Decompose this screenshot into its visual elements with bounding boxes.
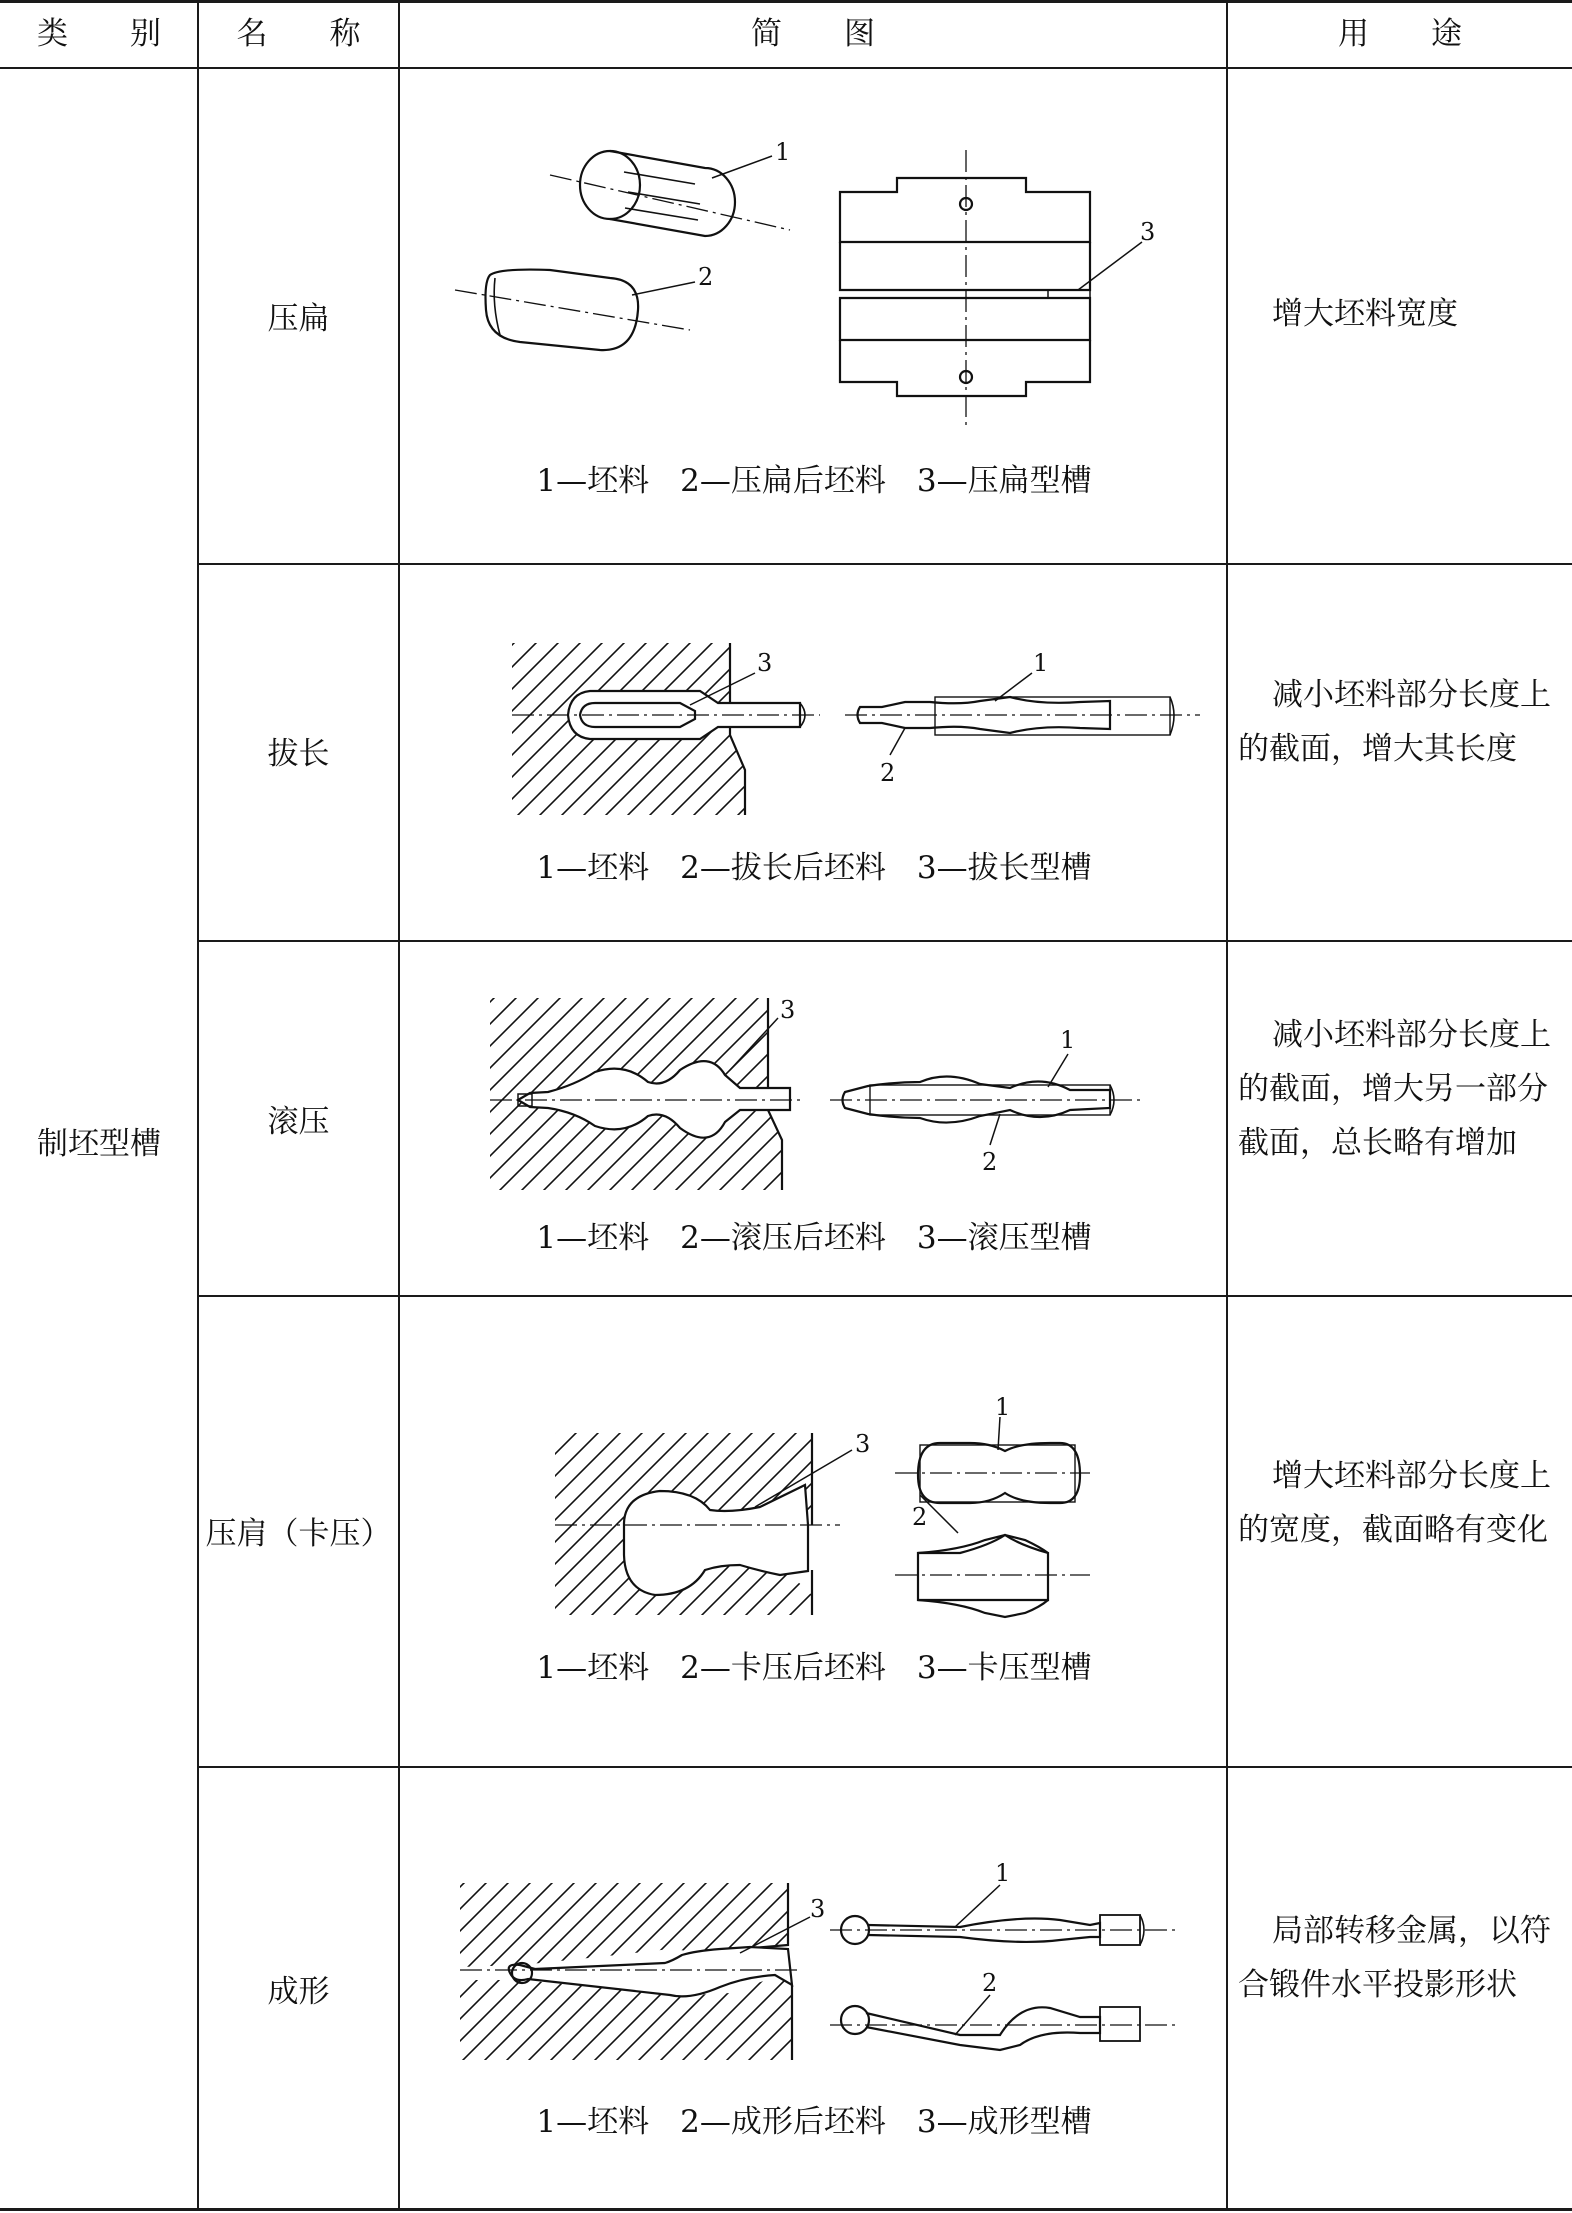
row-name-forming: 成形 xyxy=(267,1973,330,2010)
header-diagram: 简 图 xyxy=(751,16,875,52)
row-caption-shouldering: 1—坯料 2—卡压后坯料 3—卡压型槽 xyxy=(536,1650,1092,1686)
row-caption-flatten: 1—坯料 2—压扁后坯料 3—压扁型槽 xyxy=(536,463,1092,499)
flatten-die xyxy=(840,150,1155,430)
hatch-line xyxy=(798,990,1008,1200)
callout-1: 1 xyxy=(775,138,791,166)
callout-3: 3 xyxy=(855,1430,871,1458)
row-caption-drawing-out: 1—坯料 2—拔长后坯料 3—拔长型槽 xyxy=(536,850,1092,886)
row-divider xyxy=(198,1295,1572,1297)
forming-diagram xyxy=(400,1845,1226,2075)
hatch-line xyxy=(776,990,986,1200)
formed-billet xyxy=(830,1859,1180,2050)
callout-3: 3 xyxy=(1140,218,1156,246)
row-name-flatten: 压扁 xyxy=(267,300,330,337)
callout-3: 3 xyxy=(780,996,796,1024)
flattened-billet xyxy=(455,263,713,350)
table-bottom-border xyxy=(0,2208,1572,2211)
callout-2: 2 xyxy=(982,1148,998,1176)
rolling-diagram xyxy=(400,990,1226,1210)
callout-2: 2 xyxy=(912,1503,928,1531)
rolled-billet xyxy=(830,1026,1140,1176)
column-divider xyxy=(1226,0,1228,2211)
callout-1: 1 xyxy=(995,1393,1011,1421)
callout-3: 3 xyxy=(810,1895,826,1923)
billet-cylinder xyxy=(550,138,790,236)
callout-1: 1 xyxy=(1033,649,1049,677)
drawing-out-diagram xyxy=(400,625,1226,825)
hatch-line xyxy=(750,635,940,825)
callout-1: 1 xyxy=(1060,1026,1076,1054)
row-caption-forming: 1—坯料 2—成形后坯料 3—成形型槽 xyxy=(536,2104,1092,2140)
row-divider xyxy=(198,563,1572,565)
row-usage-drawing-out: 减小坯料部分长度上的截面，增大其长度 xyxy=(1238,677,1551,767)
hatch-line xyxy=(706,635,896,825)
shouldered-billet xyxy=(895,1393,1090,1617)
drawn-billet xyxy=(845,649,1200,787)
callout-2: 2 xyxy=(880,759,896,787)
flatten-diagram xyxy=(400,120,1226,420)
row-name-rolling: 滚压 xyxy=(267,1103,330,1140)
row-caption-rolling: 1—坯料 2—滚压后坯料 3—滚压型槽 xyxy=(536,1220,1092,1256)
callout-2: 2 xyxy=(982,1969,998,1997)
row-usage-shouldering: 增大坯料部分长度上的宽度，截面略有变化 xyxy=(1238,1458,1551,1548)
row-name-shouldering: 压肩（卡压） xyxy=(205,1515,392,1552)
callout-3: 3 xyxy=(757,649,773,677)
row-usage-flatten: 增大坯料宽度 xyxy=(1272,296,1458,332)
hatch-line xyxy=(802,1425,1002,1625)
row-usage-forming: 局部转移金属，以符合锻件水平投影形状 xyxy=(1238,1913,1551,2003)
callout-1: 1 xyxy=(995,1859,1011,1887)
row-name-drawing-out: 拔长 xyxy=(267,735,330,772)
shouldering-diagram xyxy=(400,1395,1226,1635)
callout-2: 2 xyxy=(698,263,714,291)
row-usage-rolling: 减小坯料部分长度上的截面，增大另一部分截面，总长略有增加 xyxy=(1238,1017,1551,1161)
header-name: 名 称 xyxy=(236,16,361,52)
row-divider xyxy=(198,1766,1572,1768)
category-cell: 制坯型槽 xyxy=(37,1125,161,1162)
header-category: 类 别 xyxy=(37,16,161,52)
hatch-line xyxy=(384,1425,584,1625)
drawing-out-die xyxy=(310,635,940,825)
header-usage: 用 途 xyxy=(1338,16,1462,52)
row-divider xyxy=(198,940,1572,942)
